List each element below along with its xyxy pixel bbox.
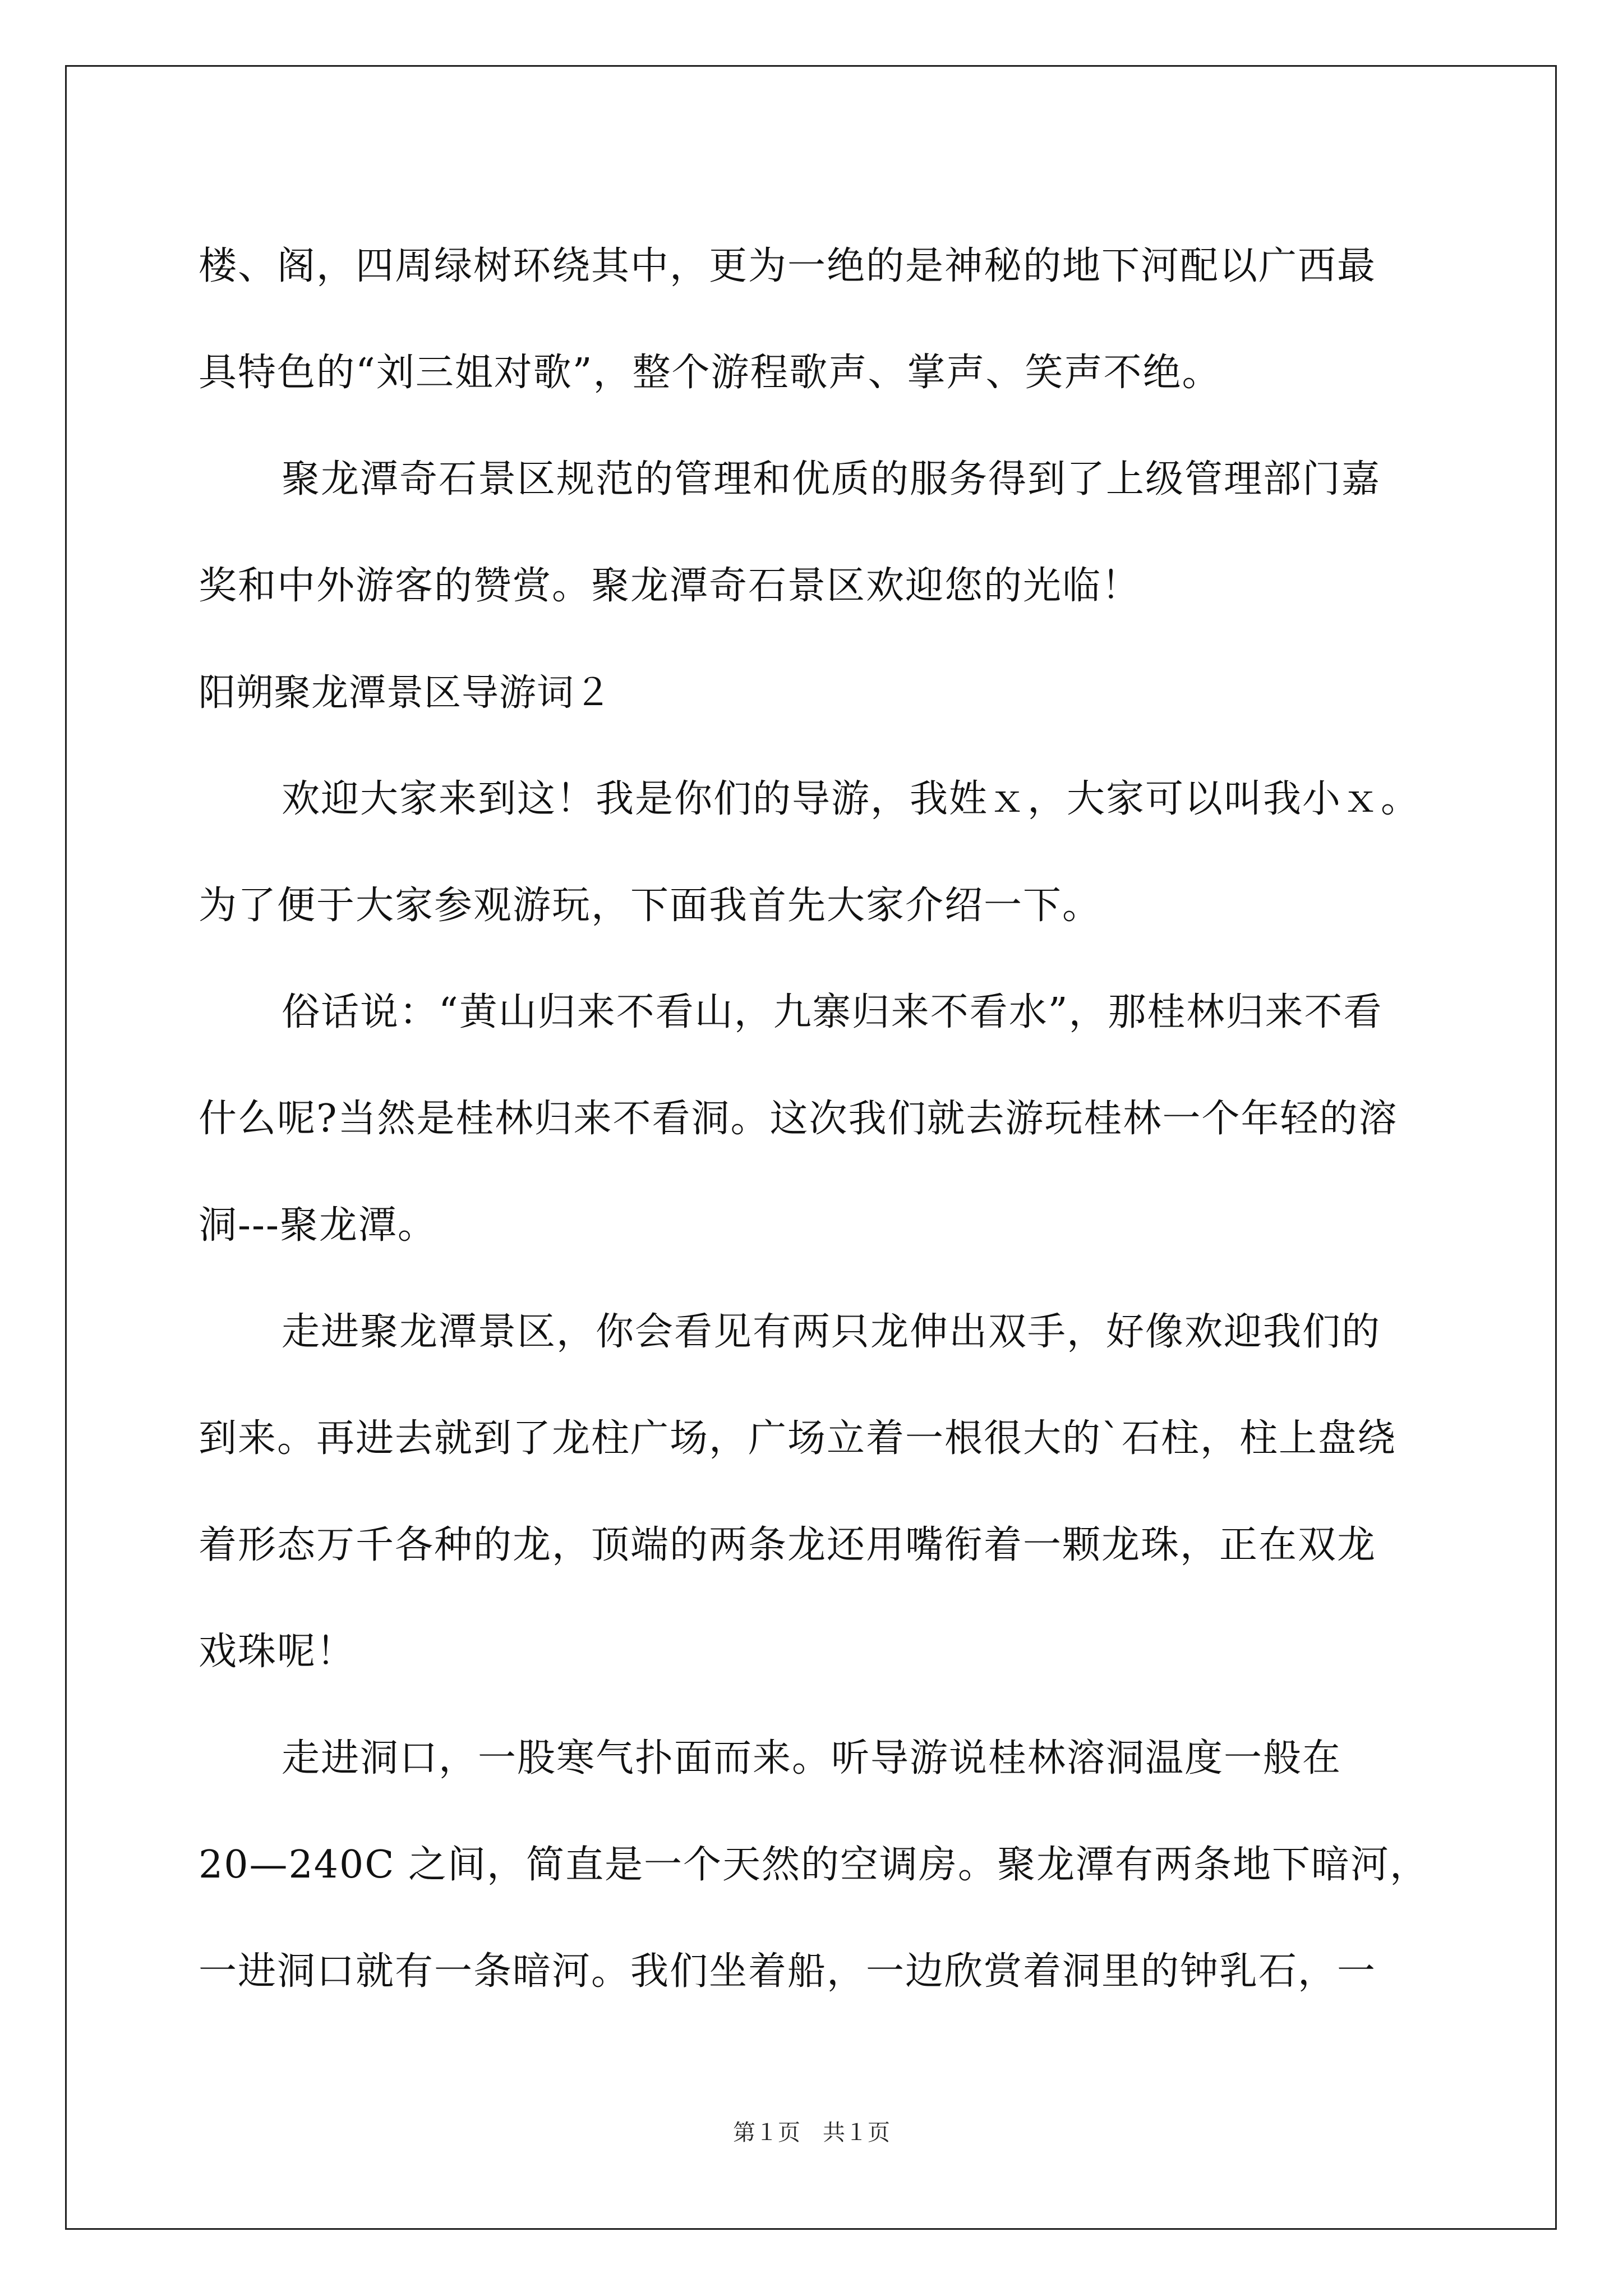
- paragraph: [199, 1705, 1432, 2025]
- text-line: 为了便于大家参观游玩，下面我首先大家介绍一下。: [199, 884, 1102, 928]
- paragraph: [199, 1279, 1432, 1705]
- paragraph: [199, 426, 1432, 639]
- heading-text: 阳朔聚龙潭景区导游词２: [199, 671, 612, 714]
- document-body: [199, 213, 1432, 2025]
- text-line: 洞---聚龙潭。: [199, 1203, 437, 1248]
- text-line: 着形态万千各种的龙，顶端的两条龙还用嘴衔着一颗龙珠，正在双龙: [199, 1523, 1377, 1567]
- text-line: 一进洞口就有一条暗河。我们坐着船，一边欣赏着洞里的钟乳石，一: [199, 1949, 1377, 1994]
- text-line: 具特色的“刘三姐对歌”，整个游程歌声、掌声、笑声不绝。: [199, 351, 1221, 395]
- text-line: 到来。再进去就到了龙柱广场，广场立着一根很大的`石柱，柱上盘绕: [199, 1416, 1397, 1461]
- text-line: 走进洞口，一股寒气扑面而来。听导游说桂林溶洞温度一般在: [282, 1736, 1342, 1780]
- section-heading: [199, 639, 1432, 746]
- paragraph: [199, 213, 1432, 426]
- text-line: 欢迎大家来到这！我是你们的导游，我姓ｘ，大家可以叫我小ｘ。: [282, 777, 1421, 821]
- text-line: 俗话说：“黄山归来不看山，九寨归来不看水”，那桂林归来不看: [282, 990, 1383, 1034]
- text-line: 聚龙潭奇石景区规范的管理和优质的服务得到了上级管理部门嘉: [282, 457, 1381, 501]
- text-line: 走进聚龙潭景区，你会看见有两只龙伸出双手，好像欢迎我们的: [282, 1310, 1381, 1354]
- paragraph: [199, 746, 1432, 959]
- paragraph: [199, 959, 1432, 1279]
- text-line: 20—240C 之间，简直是一个天然的空调房。聚龙潭有两条地下暗河，: [199, 1843, 1429, 1887]
- text-line: 什么呢?当然是桂林归来不看洞。这次我们就去游玩桂林一个年轻的溶: [199, 1097, 1398, 1141]
- text-line: 楼、阁，四周绿树环绕其中，更为一绝的是神秘的地下河配以广西最: [199, 244, 1377, 288]
- page-footer: 第１页 共１页: [733, 2120, 890, 2146]
- text-line: 奖和中外游客的赞赏。聚龙潭奇石景区欢迎您的光临！: [199, 564, 1141, 608]
- text-line: 戏珠呢！: [199, 1630, 356, 1674]
